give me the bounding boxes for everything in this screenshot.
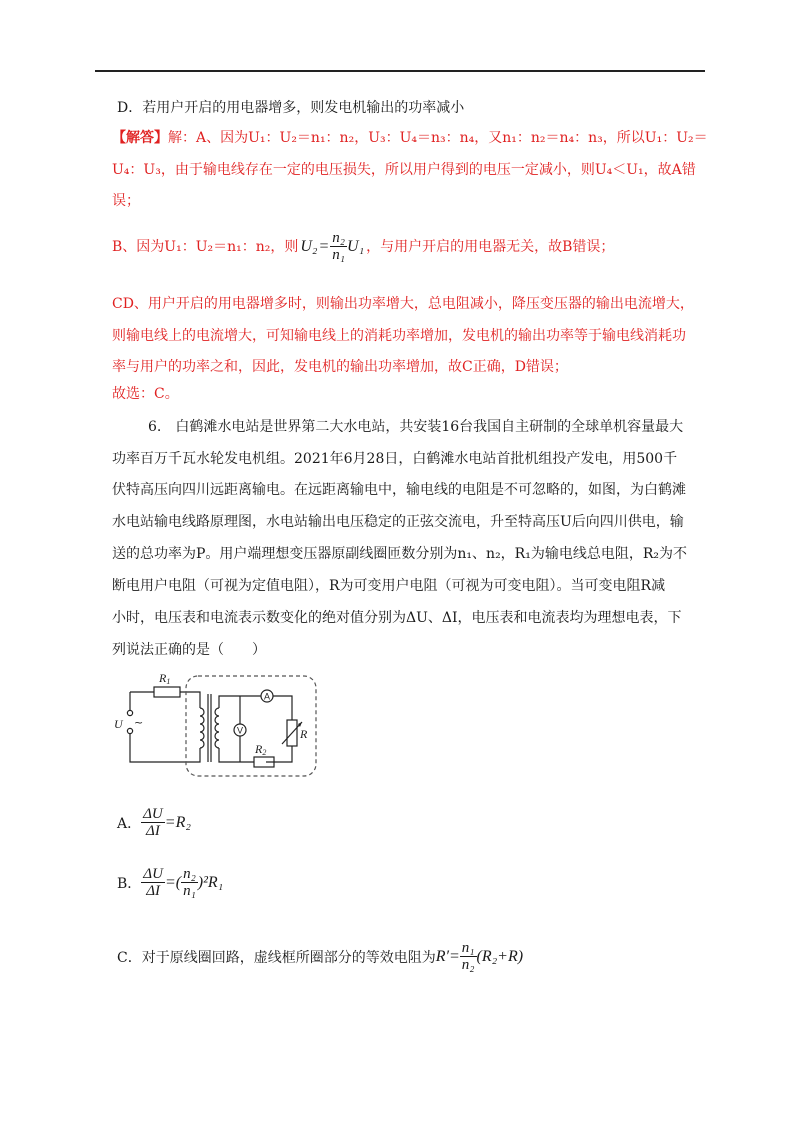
label-r2-main: R	[255, 742, 263, 756]
terminal-bottom	[127, 728, 132, 733]
question-line-3: 伏特高压向四川远距离输电。在远距离输电中，输电线的电阻是不可忽略的，如图，为白鹤滩	[112, 482, 686, 498]
wire-sec-bottom	[219, 748, 254, 762]
ammeter-label: A	[263, 691, 271, 702]
label-r: R	[300, 727, 308, 741]
option-a-den: ΔI	[146, 823, 160, 839]
secondary-coil	[215, 708, 219, 748]
option-b-label: B．	[117, 876, 142, 892]
option-c	[117, 940, 523, 974]
option-c-text: 对于原线圈回路，虚线框所圈部分的等效电阻为	[141, 950, 436, 966]
wire-top-right	[180, 692, 200, 708]
formula-den: n₁	[332, 247, 346, 263]
label-r2	[254, 742, 266, 757]
option-b-den: ΔI	[146, 883, 161, 899]
answer-tag: 【解答】	[112, 130, 168, 146]
terminal-top	[127, 710, 132, 715]
label-r2-sub: 2	[262, 748, 267, 757]
wire-r-bottom	[266, 746, 292, 762]
option-b-ratio-den: n₁	[183, 883, 196, 899]
question-line-2: 功率百万千瓦水轮发电机组。2021年6月28日，白鹤滩水电站首批机组投产发电，用500千	[112, 451, 678, 467]
option-c-ratio	[460, 940, 477, 974]
formula-rhs: U₁	[347, 238, 365, 255]
wire-r-top	[273, 696, 292, 720]
option-c-ratio-num: n₁	[461, 940, 475, 956]
circuit-diagram	[112, 664, 332, 784]
option-a-rhs: =R₂	[164, 814, 191, 831]
label-u: U	[114, 717, 123, 731]
option-b-ratio	[181, 866, 198, 900]
formula-eq: =	[318, 238, 330, 255]
primary-coil	[200, 708, 204, 748]
answer-line-1	[112, 128, 708, 148]
option-b-mid: =(	[164, 874, 182, 891]
option-a	[117, 806, 191, 840]
voltmeter-label: V	[236, 725, 244, 736]
label-r1	[158, 671, 170, 686]
option-c-lhs: R′=	[435, 948, 460, 965]
answer-cd-3: 率与用户的功率之和，因此，发电机的输出功率增加，故C正确，D错误；	[112, 359, 568, 375]
answer-choose: 故选：C。	[112, 386, 179, 402]
answer-line-3: 误；	[112, 193, 140, 209]
formula-fraction	[330, 230, 347, 264]
question-line-4: 水电站输电线路原理图，水电站输出电压稳定的正弦交流电，升至特高压U后向四川供电，输	[112, 514, 684, 530]
question-line-7: 小时，电压表和电流表示数变化的绝对值分别为ΔU、ΔI，电压表和电流表均为理想电表，下	[112, 610, 682, 626]
option-b-rhs: )²R₁	[197, 874, 224, 891]
option-a-label: A．	[117, 816, 142, 832]
label-tilde: ~	[134, 716, 144, 729]
answer-line-2: U₄：U₃，由于输电线存在一定的电压损失，所以用户得到的电压一定减小，则U₄＜U₁，故A错	[112, 162, 696, 178]
option-c-rhs: (R₂+R)	[476, 948, 524, 965]
wire-bottom-left	[130, 734, 200, 762]
answer-b-line	[112, 230, 614, 264]
option-b	[117, 866, 223, 900]
question-line-5: 送的总功率为P。用户端理想变压器原副线圈匝数分别为n₁、n₂，R₁为输电线总电阻，R₂为不	[112, 546, 687, 562]
header-rule	[95, 70, 705, 72]
option-c-label: C．	[117, 950, 142, 966]
resistor-r1	[154, 687, 180, 697]
option-c-ratio-den: n₂	[461, 957, 475, 973]
question-line-6: 断电用户电阻（可视为定值电阻），R为可变用户电阻（可视为可变电阻）。当可变电阻R减	[112, 578, 666, 594]
formula-lhs: U₂	[300, 238, 318, 255]
answer-b-pre: B、因为U₁：U₂＝n₁：n₂，则	[112, 239, 299, 255]
formula-num: n₂	[332, 230, 346, 246]
answer-b-post: ，与用户开启的用电器无关，故B错误；	[366, 239, 615, 255]
label-r1-sub: 1	[166, 677, 171, 686]
option-b-num: ΔU	[143, 866, 163, 882]
question-line-1: 6. 白鹤滩水电站是世界第二大水电站，共安装16台我国自主研制的全球单机容量最大	[148, 419, 684, 435]
option-a-num: ΔU	[143, 806, 163, 822]
option-d-text: D．若用户开启的用电器增多，则发电机输出的功率减小	[117, 100, 465, 116]
question-line-8: 列说法正确的是（ ）	[112, 642, 266, 658]
label-r1-main: R	[159, 671, 167, 685]
answer-cd-1: CD、用户开启的用电器增多时，则输出功率增大，总电阻减小，降压变压器的输出电流增大，	[112, 296, 694, 312]
option-b-fraction	[141, 866, 165, 900]
option-b-ratio-num: n₂	[183, 866, 196, 882]
option-a-fraction	[141, 806, 165, 840]
formula-u2	[300, 230, 364, 264]
answer-cd-2: 则输电线上的电流增大，可知输电线上的消耗功率增加，发电机的输出功率等于输电线消耗功	[112, 328, 686, 344]
answer-text-1: 解：A、因为U₁：U₂＝n₁：n₂，U₃：U₄＝n₃：n₄，又n₁：n₂＝n₄：n₃，所以U₁：U₂＝	[168, 130, 708, 146]
